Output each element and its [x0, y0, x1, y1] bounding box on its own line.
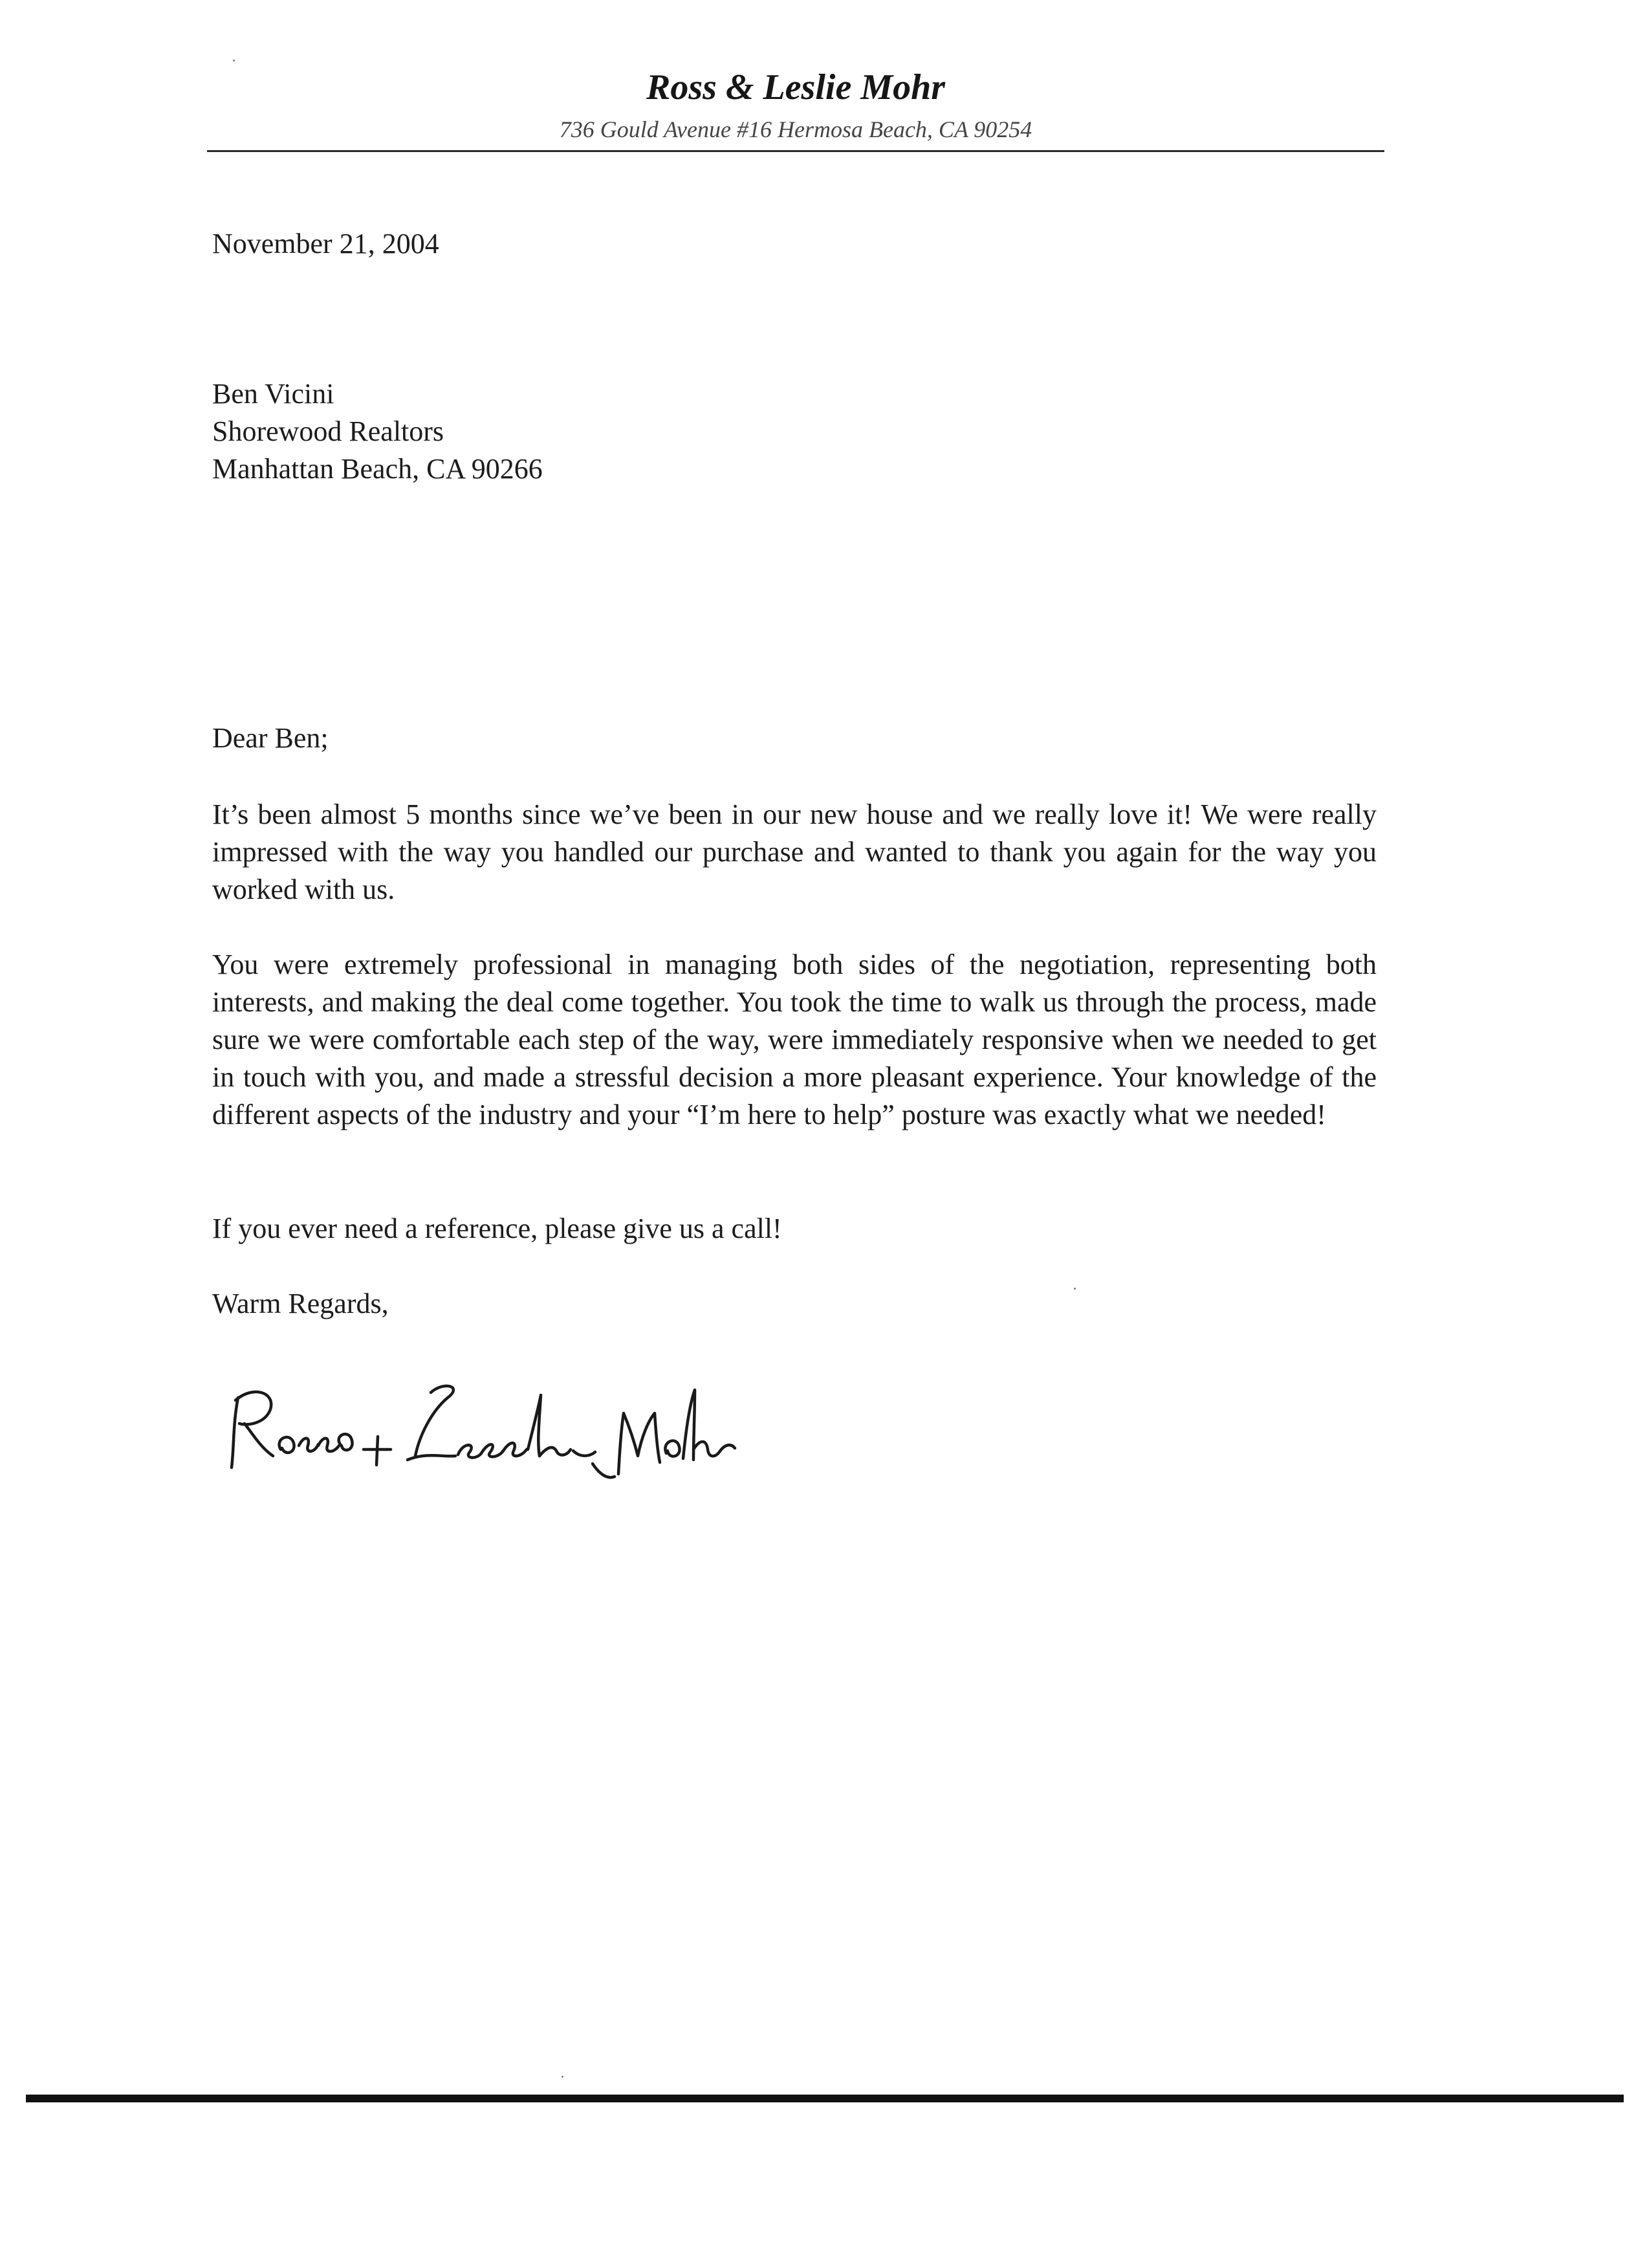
scan-speck: [1074, 1288, 1076, 1290]
closing: Warm Regards,: [212, 1288, 389, 1319]
letter-date: November 21, 2004: [212, 228, 439, 259]
paragraph-2: You were extremely professional in managing both sides of the negotiation, representing both interests, and making the deal come together. You took the time to walk us through the process, made sure we were comfortable each step of the way, were immediately responsive when we needed to get in touch with you, and made a stressful decision a more pleasant experience. Your knowledge of the different aspects of the industry and your “I’m here to help” posture was exactly what we needed!: [212, 949, 1377, 1130]
recipient-company: Shorewood Realtors: [212, 415, 444, 447]
letterhead-address: 736 Gould Avenue #16 Hermosa Beach, CA 90254: [559, 116, 1032, 142]
paragraph-3: If you ever need a reference, please give us a call!: [212, 1213, 782, 1244]
salutation: Dear Ben;: [212, 722, 329, 754]
paragraph-1: It’s been almost 5 months since we’ve been in our new house and we really love it! We were really impressed with the way you handled our purchase and wanted to thank you again for the way you worked with us.: [212, 798, 1377, 905]
handwritten-signature: [213, 1359, 757, 1488]
letterhead-divider: [207, 150, 1384, 152]
letterhead-name: Ross & Leslie Mohr: [646, 67, 946, 107]
letterhead: [207, 65, 1384, 144]
footer-rule: [26, 2095, 1624, 2102]
scan-speck: [562, 2076, 563, 2078]
recipient-city: Manhattan Beach, CA 90266: [212, 453, 543, 485]
scan-speck: [233, 60, 235, 61]
recipient-block: [212, 375, 1377, 488]
recipient-name: Ben Vicini: [212, 378, 334, 410]
